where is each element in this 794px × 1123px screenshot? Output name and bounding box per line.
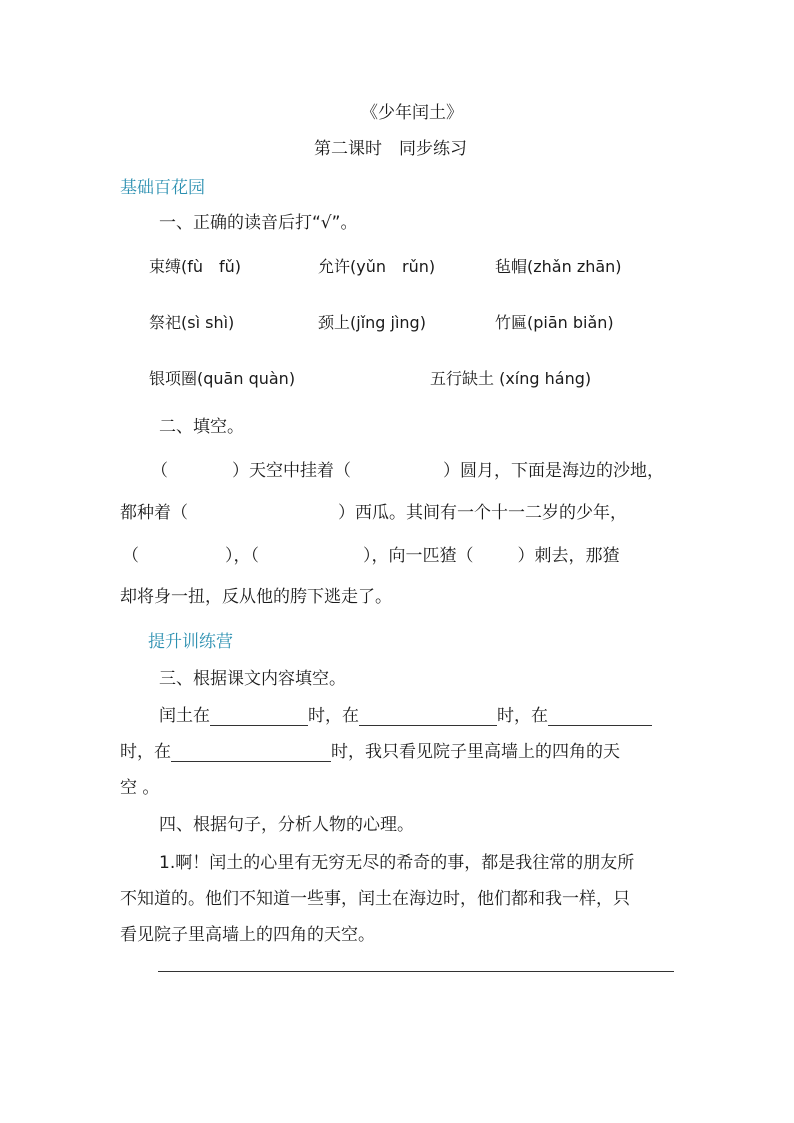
passage-line-1: 1.啊！闰土的心里有无穷无尽的希奇的事，都是我往常的朋友所 <box>159 853 635 873</box>
fill-line-4: 却将身一扭，反从他的胯下逃走了。 <box>120 587 392 607</box>
document-subtitle: 第二课时 同步练习 <box>314 139 467 159</box>
fill-line-3 <box>122 541 620 566</box>
document-title: 《少年闰土》 <box>361 103 463 123</box>
text-fragment: ）圆月，下面是海边的沙地， <box>443 461 664 481</box>
section-heading-basic: 基础百花园 <box>120 178 205 198</box>
answer-underline[interactable] <box>359 707 497 726</box>
recall-line-1 <box>159 701 652 726</box>
text-fragment: ）刺去，那猹 <box>517 546 620 566</box>
text-fragment: （ <box>122 546 139 566</box>
answer-line[interactable] <box>158 971 674 972</box>
pinyin-item-7: 银项圈(quān quàn) <box>149 369 296 388</box>
section-heading-advanced: 提升训练营 <box>148 632 233 652</box>
text-fragment: 都种着（ <box>120 503 188 523</box>
fill-line-1 <box>151 456 664 481</box>
answer-underline[interactable] <box>548 707 652 726</box>
pinyin-item-3: 毡帽(zhǎn zhān) <box>495 257 622 276</box>
text-fragment: 时，在 <box>120 742 171 762</box>
passage-line-3: 看见院子里高墙上的四角的天空。 <box>120 925 375 945</box>
text-fragment: 时，在 <box>497 706 548 726</box>
text-fragment: ），（ <box>225 546 259 566</box>
text-fragment: ）天空中挂着（ <box>232 461 351 481</box>
recall-line-3: 空 。 <box>120 778 160 798</box>
pinyin-item-5: 颈上(jǐng jìng) <box>318 313 426 332</box>
text-fragment: ），向一匹猹（ <box>363 546 474 566</box>
answer-underline[interactable] <box>171 743 331 762</box>
text-fragment: ）西瓜。其间有一个十一二岁的少年， <box>338 503 627 523</box>
question-1-heading: 一、正确的读音后打“√”。 <box>159 213 358 233</box>
passage-line-2: 不知道的。他们不知道一些事，闰土在海边时，他们都和我一样，只 <box>120 889 630 909</box>
question-4-heading: 四、根据句子，分析人物的心理。 <box>159 815 414 835</box>
text-fragment: 时，我只看见院子里高墙上的四角的天 <box>331 742 620 762</box>
answer-underline[interactable] <box>210 707 308 726</box>
fill-line-2 <box>120 498 627 523</box>
pinyin-item-4: 祭祀(sì shì) <box>149 313 235 332</box>
text-fragment: 闰土在 <box>159 706 210 726</box>
pinyin-item-1: 束缚(fù fǔ) <box>149 257 242 276</box>
recall-line-2 <box>120 737 620 762</box>
pinyin-item-8: 五行缺土 (xíng háng) <box>430 369 592 388</box>
pinyin-item-6: 竹匾(piān biǎn) <box>495 313 614 332</box>
question-2-heading: 二、填空。 <box>159 417 244 437</box>
text-fragment: 时，在 <box>308 706 359 726</box>
pinyin-item-2: 允许(yǔn rǔn) <box>318 257 436 276</box>
text-fragment: （ <box>151 461 168 481</box>
question-3-heading: 三、根据课文内容填空。 <box>159 669 346 689</box>
